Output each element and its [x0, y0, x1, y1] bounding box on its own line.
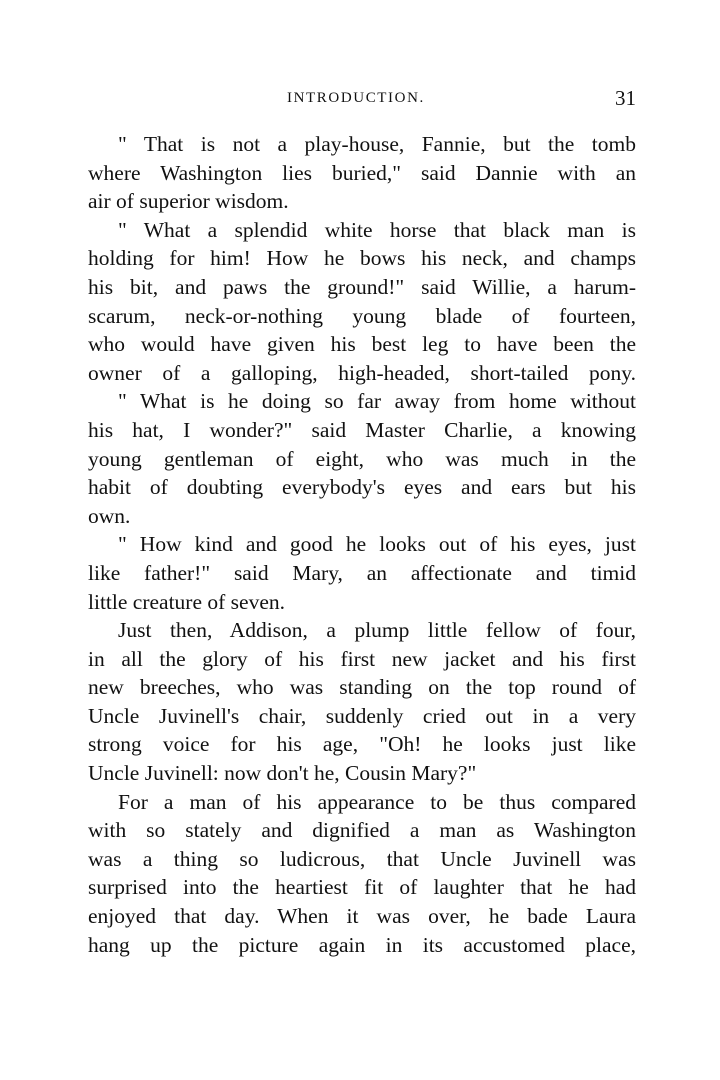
text-line: own. [88, 503, 131, 528]
text-line: habit of doubting everybody's eyes and ears but his [88, 475, 636, 500]
text-line: " How kind and good he looks out of his eyes, just [118, 532, 636, 557]
text-line: his bit, and paws the ground!" said Willie, a harum- [88, 274, 636, 299]
text-line: surprised into the heartiest fit of laughter that he had [88, 875, 636, 900]
text-line: " What is he doing so far away from home without [118, 389, 636, 414]
text-line: where Washington lies buried," said Dannie with an [88, 160, 636, 185]
text-line: in all the glory of his first new jacket and his first [88, 646, 636, 671]
text-line: who would have given his best leg to have been the [88, 332, 636, 357]
text-line: his hat, I wonder?" said Master Charlie, a knowing [88, 417, 636, 442]
text-line: young gentleman of eight, who was much in the [88, 446, 636, 471]
text-line: strong voice for his age, "Oh! he looks just like [88, 732, 636, 757]
text-line: Uncle Juvinell's chair, suddenly cried out in a very [88, 703, 636, 728]
text-line: with so stately and dignified a man as Washington [88, 818, 636, 843]
text-line: scarum, neck-or-nothing young blade of fourteen, [88, 303, 636, 328]
text-line: was a thing so ludicrous, that Uncle Juvinell was [88, 846, 636, 871]
text-line: hang up the picture again in its accustomed place, [88, 932, 636, 957]
text-line: little creature of seven. [88, 589, 285, 614]
text-line: Uncle Juvinell: now don't he, Cousin Mary?" [88, 761, 477, 786]
text-line: enjoyed that day. When it was over, he bade Laura [88, 904, 636, 929]
text-line: " What a splendid white horse that black man is [118, 217, 636, 242]
running-title: INTRODUCTION. [287, 90, 425, 106]
text-line: air of superior wisdom. [88, 189, 289, 214]
text-line: " That is not a play-house, Fannie, but the tomb [118, 132, 636, 156]
page-number: 31 [615, 86, 636, 110]
text-line: owner of a galloping, high-headed, short-tailed pony. [88, 360, 636, 385]
running-head [88, 88, 636, 114]
text-line: For a man of his appearance to be thus compared [118, 789, 636, 814]
text-line: new breeches, who was standing on the top round of [88, 675, 636, 700]
text-line: holding for him! How he bows his neck, and champs [88, 246, 636, 271]
body-text [88, 130, 636, 959]
text-line: like father!" said Mary, an affectionate and timid [88, 560, 636, 585]
text-line: Just then, Addison, a plump little fellow of four, [118, 618, 636, 643]
